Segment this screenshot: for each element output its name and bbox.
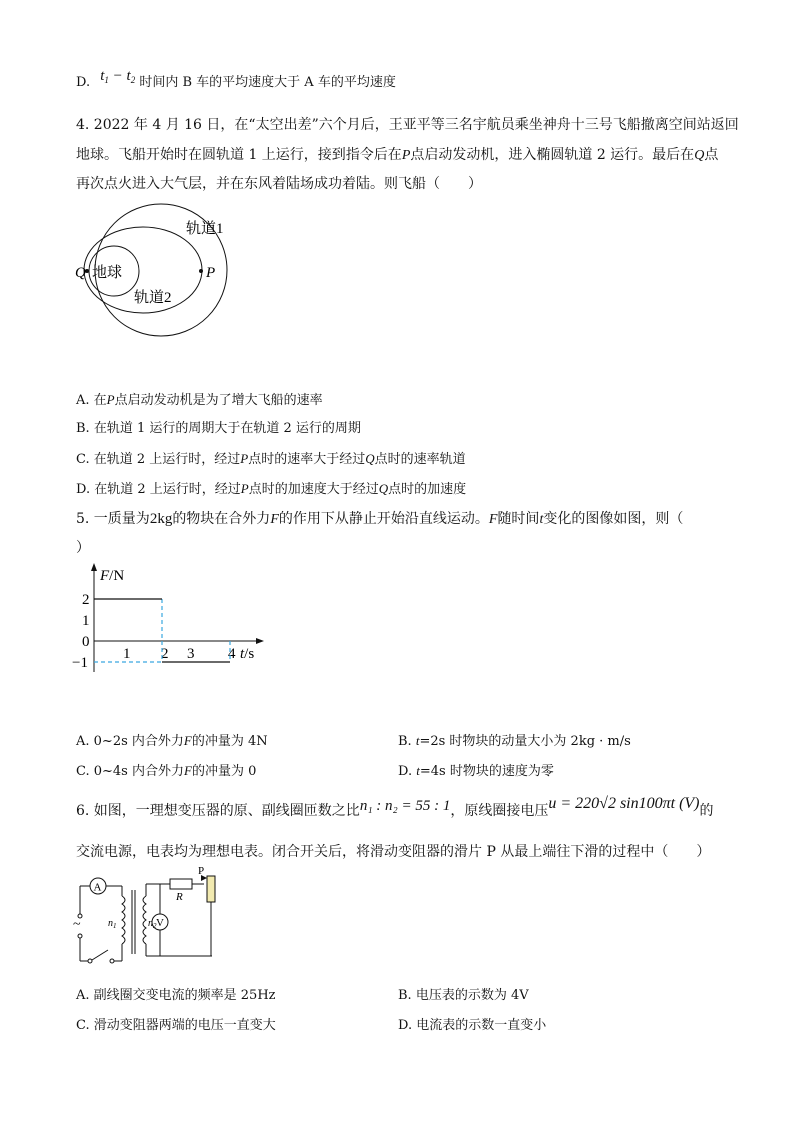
secondary-coil [143,896,146,944]
ammeter-label: A [93,881,102,894]
y-tick-label-neg1: −1 [72,655,88,671]
voltmeter-label: V [156,917,164,929]
x-tick-label-2: 2 [161,646,169,662]
force-time-graph [74,560,274,680]
q6-option-a: A. 副线圈交变电流的频率是 25Hz [76,988,276,1003]
q5-option-c: C. 0~4s 内合外力F的冲量为 0 [76,763,257,779]
primary-coil [122,896,125,944]
q5-option-a: A. 0~2s 内合外力F的冲量为 4N [76,733,268,749]
n2-label: $n_2$ [148,918,157,930]
q4-option-c: C. 在轨道 2 上运行时，经过P点时的速率大于经过Q点时的速率轨道 [76,451,466,467]
resistor-r [170,879,192,889]
y-axis-arrow [91,563,97,571]
q4-option-b: B. 在轨道 1 运行的周期大于在轨道 2 运行的周期 [76,421,361,436]
point-p [199,269,203,273]
x-axis-arrow [256,638,264,644]
q4-option-d: D. 在轨道 2 上运行时，经过P点时的加速度大于经过Q点时的加速度 [76,481,467,497]
q4-stem-line1: 4. 2022 年 4 月 16 日，在“太空出差”六个月后，王亚平等三名宇航员乘坐神舟十三号飞船撤离空间站返回 [76,117,739,133]
q6-stem-line1: 6. 如图，一理想变压器的原、副线圈匝数之比n₁ : n₂ = 55 : 1，原线圈接电压u = 220√2 sin100πt (V)的 [76,795,714,819]
q5-stem-line1: 5. 一质量为2kg的物块在合外力F的作用下从静止开始沿直线运动。F随时间t变化的图像如图，则（ [76,511,684,527]
sliding-rheostat [207,876,215,902]
x-tick-label-3: 3 [187,646,195,662]
voltage-expression: u = 220√2 sin100πt (V) [548,795,700,812]
t1-symbol: $t_1 - t_2$ [100,68,136,85]
switch-pivot [88,959,92,963]
y-tick-label-0: 0 [82,634,90,650]
y-tick-label-1: 1 [82,613,90,629]
n1-label: $n_1$ [108,918,117,930]
resistor-r-label: R [176,891,183,903]
earth-label: 地球 [92,265,123,281]
q6-option-c: C. 滑动变阻器两端的电压一直变大 [76,1018,276,1033]
q5-option-b: B. t=2s 时物块的动量大小为 2kg · m/s [398,733,631,749]
q4-stem-line2: 地球。飞船开始时在圆轨道 1 上运行，接到指令后在P点启动发动机，进入椭圆轨道 2 运行。最后在Q点 [76,147,719,163]
q5-stem-line2: ） [76,540,90,556]
transformer-circuit [70,866,230,966]
x-tick-label-4: 4 [228,646,236,662]
slider-p-label: P [198,865,205,877]
q3-option-d: D. $t_1 - t_2$ 时间内 B 车的平均速度大于 A 车的平均速度 [76,68,396,90]
q4-stem-line3: 再次点火进入大气层，并在东风着陆场成功着陆。则飞船（ ） [76,176,482,192]
q6-option-d: D. 电流表的示数一直变小 [398,1018,547,1033]
y-axis-label: F/N [100,568,125,584]
q6-stem-line2: 交流电源，电表均为理想电表。闭合开关后，将滑动变阻器的滑片 P 从最上端往下滑的过程中（ ） [76,844,711,860]
turns-ratio: n₁ : n₂ = 55 : 1 [359,798,451,814]
y-tick-label-2: 2 [82,592,90,608]
x-tick-label-1: 1 [123,646,131,662]
q4-option-a: A. 在P点启动发动机是为了增大飞船的速率 [76,392,323,408]
terminal-bottom [78,934,82,938]
p-label: P [206,265,216,281]
q5-option-d: D. t=4s 时物块的速度为零 [398,763,554,779]
switch-blade [92,950,108,960]
orbit-2-label: 轨道2 [134,290,172,306]
orbit-diagram [76,200,266,340]
q-label: Q [75,265,86,281]
ac-source-symbol: ~ [73,917,81,932]
switch-contact [110,959,114,963]
q6-option-b: B. 电压表的示数为 4V [398,988,529,1003]
orbit-1-label: 轨道1 [186,221,224,237]
x-axis-label: t/s [240,646,255,662]
